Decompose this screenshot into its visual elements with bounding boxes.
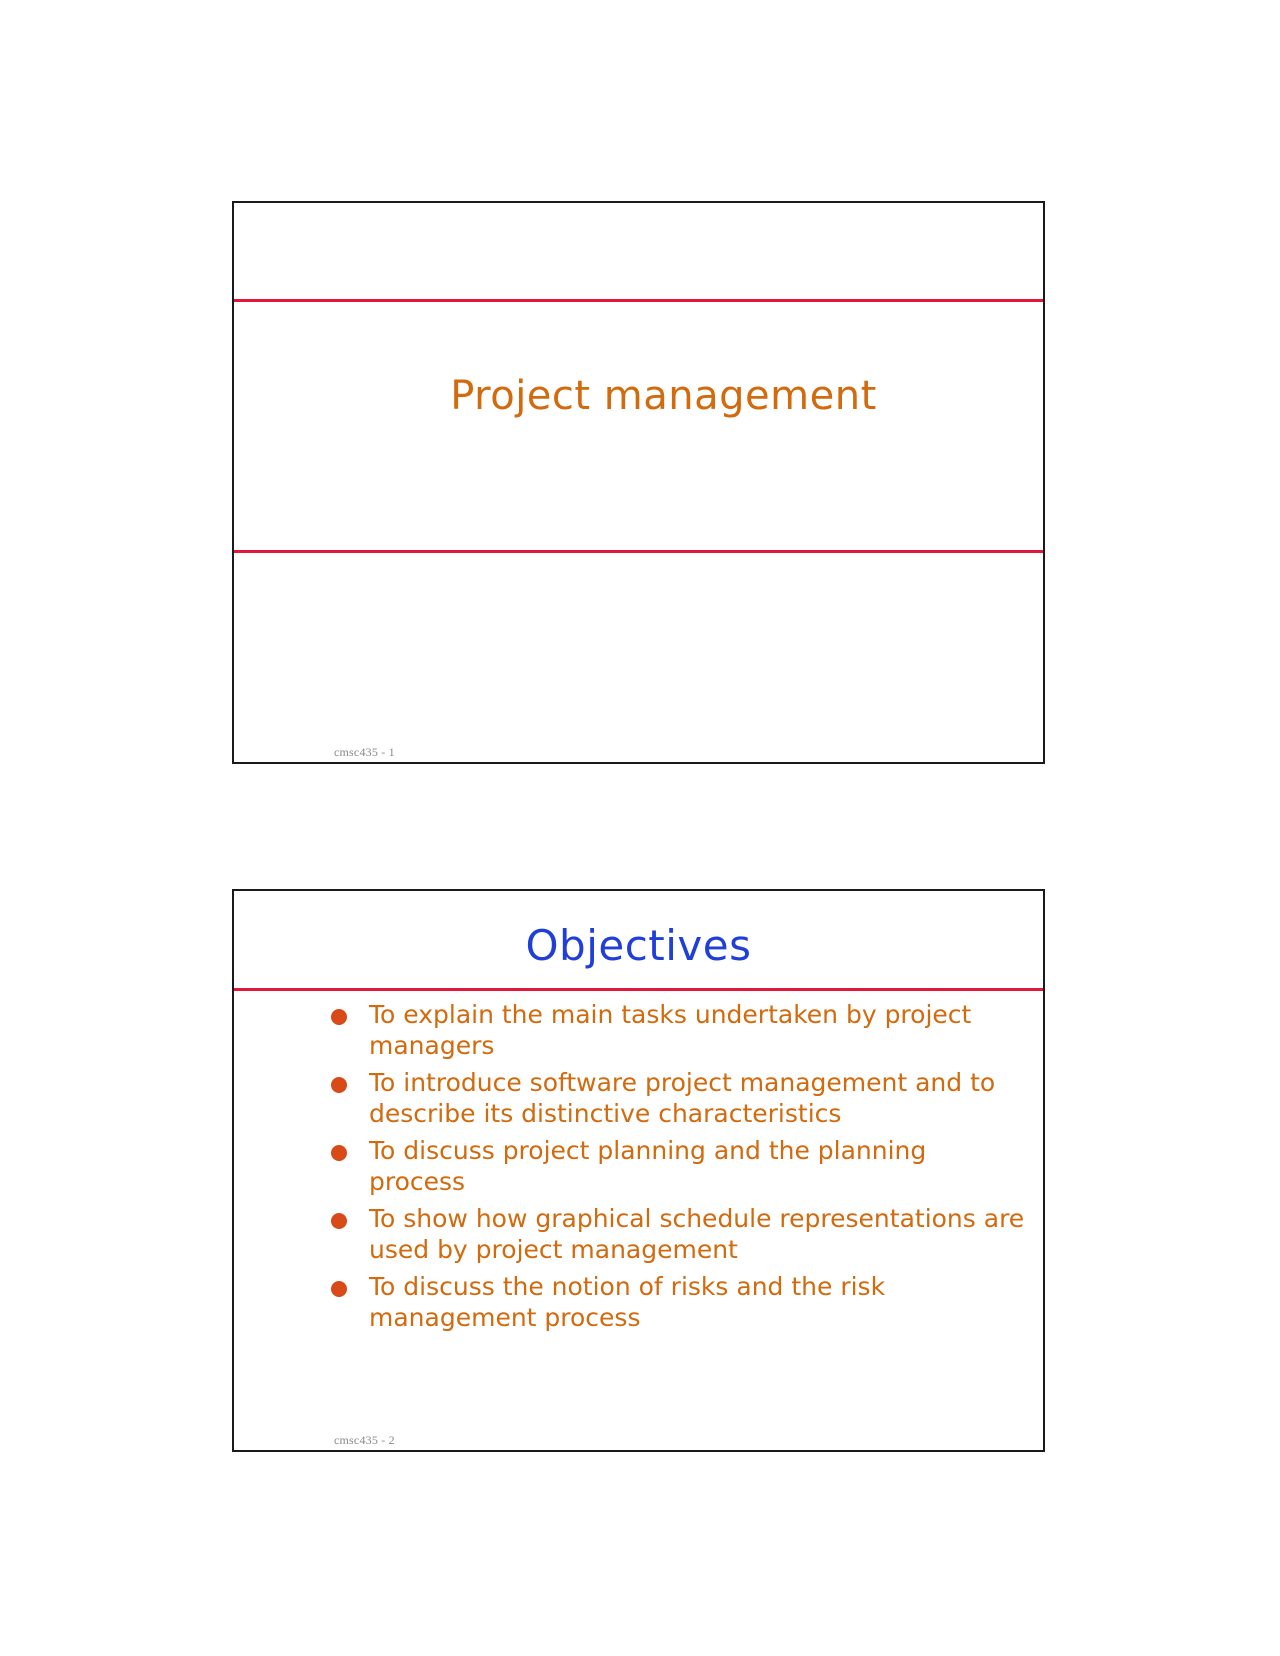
slide-title: Objectives <box>525 921 752 970</box>
objectives-list <box>329 999 1029 1339</box>
slide-1 <box>232 201 1045 764</box>
list-item <box>329 999 1029 1061</box>
bullet-icon <box>331 1077 347 1093</box>
top-red-rule <box>234 299 1043 302</box>
slide-2 <box>232 889 1045 1452</box>
list-item <box>329 1203 1029 1265</box>
bullet-text: To discuss project planning and the planning process <box>369 1136 927 1196</box>
title-red-rule <box>234 988 1043 991</box>
bullet-text: To explain the main tasks undertaken by project managers <box>369 1000 972 1060</box>
bottom-red-rule <box>234 550 1043 553</box>
list-item <box>329 1135 1029 1197</box>
list-item <box>329 1271 1029 1333</box>
bullet-icon <box>331 1281 347 1297</box>
slide-footer: cmsc435 - 1 <box>334 745 395 759</box>
slide-title: Project management <box>450 373 877 419</box>
bullet-icon <box>331 1213 347 1229</box>
slide-footer: cmsc435 - 2 <box>334 1433 395 1447</box>
bullet-text: To discuss the notion of risks and the risk management process <box>369 1272 886 1332</box>
bullet-icon <box>331 1009 347 1025</box>
bullet-icon <box>331 1145 347 1161</box>
bullet-text: To introduce software project management and to describe its distinctive characteristics <box>369 1068 996 1128</box>
bullet-text: To show how graphical schedule representations are used by project management <box>369 1204 1025 1264</box>
list-item <box>329 1067 1029 1129</box>
